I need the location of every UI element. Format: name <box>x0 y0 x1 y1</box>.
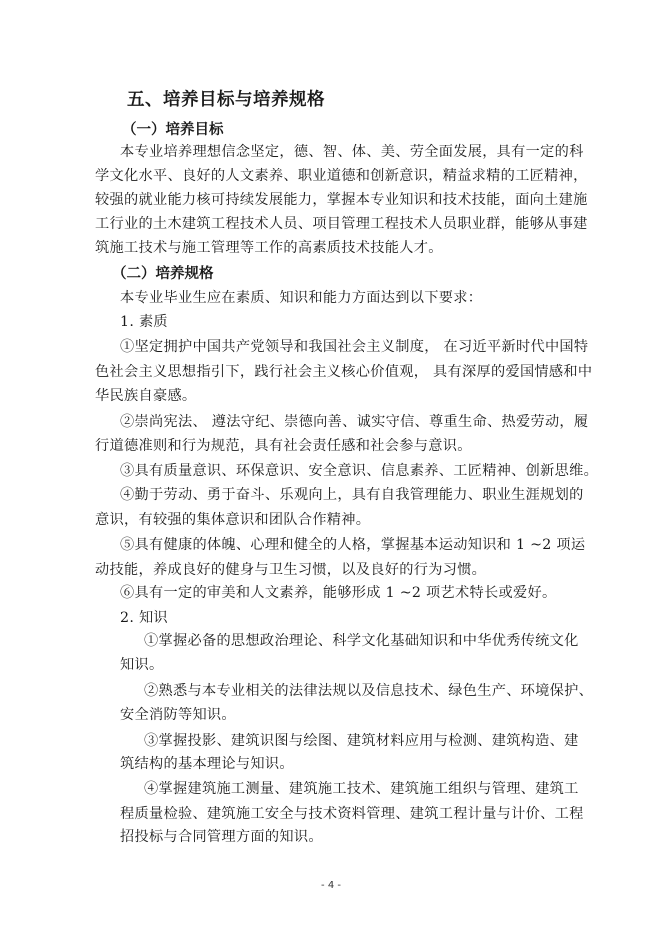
knowledge-line-4: 安全消防等知识。 <box>120 707 236 723</box>
goal-line-1: 本专业培养理想信念坚定，德、智、体、美、劳全面发展，具有一定的科 <box>120 144 584 160</box>
knowledge-heading: 2. 知识 <box>120 610 168 626</box>
quality-line-9: ⑤具有健康的体魄、心理和健全的人格，掌握基本运动知识和 1 ~2 项运 <box>120 537 586 553</box>
knowledge-line-9: 招投标与合同管理方面的知识。 <box>120 829 323 845</box>
spec-heading: （二）培养规格 <box>112 266 214 282</box>
quality-line-5: 行道德准则和行为规范，具有社会责任感和社会参与意识。 <box>95 438 472 454</box>
page-number: - 4 - <box>321 880 341 891</box>
spec-intro: 本专业毕业生应在素质、知识和能力方面达到以下要求： <box>120 290 483 306</box>
quality-line-4: ②崇尚宪法、 遵法守纪、崇德向善、诚实守信、尊重生命、热爱劳动，履 <box>120 414 589 430</box>
knowledge-line-2: 知识。 <box>120 657 164 673</box>
quality-line-1: ①坚定拥护中国共产党领导和我国社会主义制度， 在习近平新时代中国特 <box>120 339 589 355</box>
goal-line-3: 较强的就业能力核可持续发展能力，掌握本专业知识和技术技能，面向土建施 <box>95 192 588 208</box>
quality-line-7: ④勤于劳动、勇于奋斗、乐观向上，具有自我管理能力、职业生涯规划的 <box>120 487 584 503</box>
quality-line-8: 意识，有较强的集体意识和团队合作精神。 <box>95 512 371 528</box>
knowledge-line-8: 程质量检验、建筑施工安全与技术资料管理、建筑工程计量与计价、工程 <box>120 806 584 822</box>
goal-line-4: 工行业的土木建筑工程技术人员、项目管理工程技术人员职业群，能够从事建 <box>95 216 588 232</box>
quality-heading: 1. 素质 <box>120 314 168 330</box>
knowledge-line-6: 筑结构的基本理论与知识。 <box>120 756 294 772</box>
quality-line-10: 动技能，养成良好的健身与卫生习惯，以及良好的行为习惯。 <box>95 562 487 578</box>
quality-line-11: ⑥具有一定的审美和人文素养，能够形成 1 ~2 项艺术特长或爱好。 <box>120 585 557 601</box>
knowledge-line-7: ④掌握建筑施工测量、建筑施工技术、建筑施工组织与管理、建筑工 <box>144 781 579 797</box>
quality-line-6: ③具有质量意识、环保意识、安全意识、信息素养、工匠精神、创新思维。 <box>120 463 599 479</box>
knowledge-line-3: ②熟悉与本专业相关的法律法规以及信息技术、绿色生产、环境保护、 <box>144 683 594 699</box>
knowledge-line-5: ③掌握投影、建筑识图与绘图、建筑材料应用与检测、建筑构造、建 <box>144 733 579 749</box>
goal-line-2: 学文化水平、良好的人文素养、职业道德和创新意识，精益求精的工匠精神， <box>95 168 588 184</box>
goal-heading: （一）培养目标 <box>122 122 224 138</box>
section-title: 五、培养目标与培养规格 <box>127 90 325 110</box>
knowledge-line-1: ①掌握必备的思想政治理论、科学文化基础知识和中华优秀传统文化 <box>144 633 579 649</box>
quality-line-3: 华民族自豪感。 <box>95 388 197 404</box>
quality-line-2: 色社会主义思想指引下，践行社会主义核心价值观， 具有深厚的爱国情感和中 <box>95 364 593 380</box>
goal-line-5: 筑施工技术与施工管理等工作的高素质技术技能人才。 <box>95 240 443 256</box>
